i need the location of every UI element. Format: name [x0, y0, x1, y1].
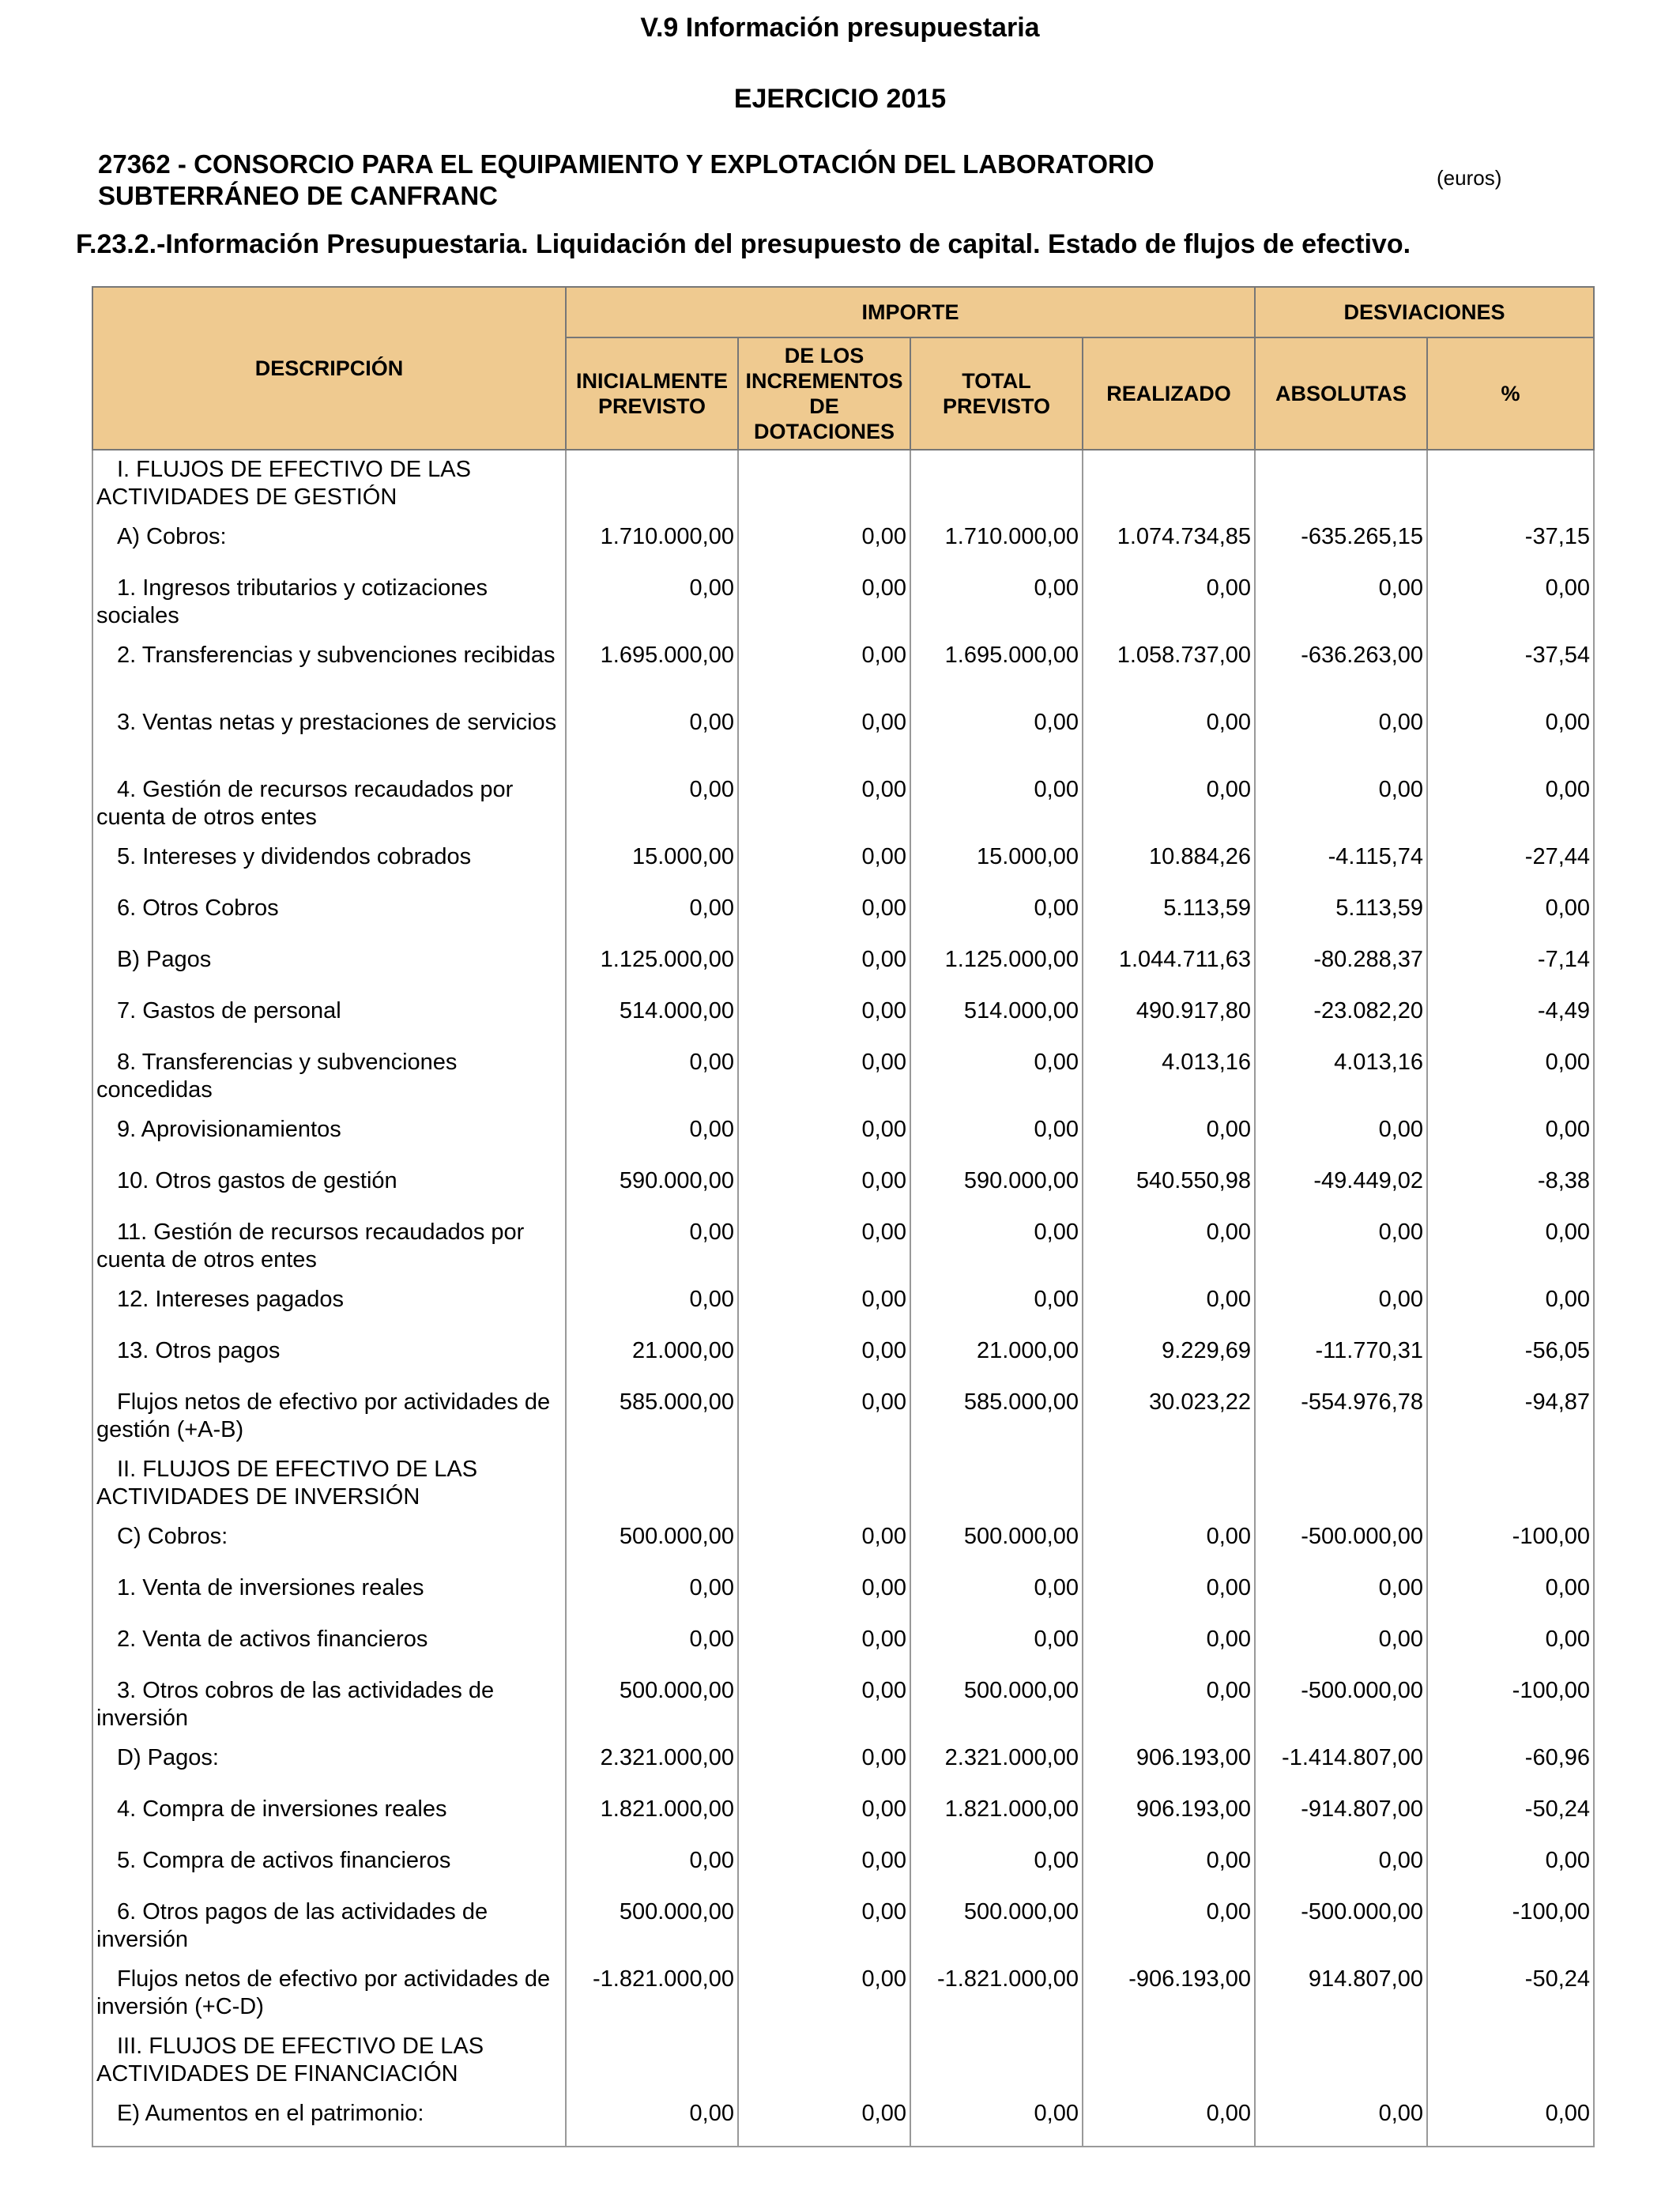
row-value [738, 450, 910, 518]
row-value: 0,00 [566, 2094, 738, 2147]
row-value: 15.000,00 [566, 838, 738, 889]
table-row [92, 1110, 1594, 1162]
row-description: D) Pagos: [92, 1739, 566, 1790]
row-value [738, 1450, 910, 1517]
row-value: 0,00 [566, 771, 738, 838]
row-value: 1.058.737,00 [1083, 636, 1255, 703]
row-value: 4.013,16 [1083, 1043, 1255, 1110]
row-value: 0,00 [1255, 1280, 1427, 1332]
table-row [92, 889, 1594, 941]
row-description: III. FLUJOS DE EFECTIVO DE LAS ACTIVIDADES DE FINANCIACIÓN [92, 2027, 566, 2094]
row-value [1255, 450, 1427, 518]
row-value: 906.193,00 [1083, 1790, 1255, 1842]
row-description: 13. Otros pagos [92, 1332, 566, 1383]
row-value: 1.710.000,00 [910, 518, 1083, 569]
row-value: 0,00 [566, 1620, 738, 1672]
row-value [738, 2027, 910, 2094]
column-header-descripcion: DESCRIPCIÓN [92, 287, 566, 450]
row-value: -60,96 [1427, 1739, 1594, 1790]
row-value: 906.193,00 [1083, 1739, 1255, 1790]
table-row [92, 1672, 1594, 1739]
row-value: 0,00 [738, 518, 910, 569]
row-value: 500.000,00 [910, 1517, 1083, 1569]
row-value: 0,00 [910, 771, 1083, 838]
organization-name: 27362 - CONSORCIO PARA EL EQUIPAMIENTO Y EXPLOTACIÓN DEL LABORATORIO SUBTERRÁNEO DE CANFRANC [98, 149, 1155, 210]
row-value: 0,00 [738, 1110, 910, 1162]
row-value: 0,00 [738, 1213, 910, 1280]
table-row [92, 1517, 1594, 1569]
row-value: 0,00 [1255, 2094, 1427, 2147]
row-value [1083, 2027, 1255, 2094]
column-header-incrementos-dotaciones: DE LOS INCREMENTOS DE DOTACIONES [738, 337, 910, 450]
row-value: 0,00 [738, 771, 910, 838]
row-value: 0,00 [738, 941, 910, 992]
row-value: 1.044.711,63 [1083, 941, 1255, 992]
row-value: 0,00 [738, 1383, 910, 1450]
table-row [92, 450, 1594, 518]
group-header-importe: IMPORTE [566, 287, 1255, 337]
row-value [1427, 2027, 1594, 2094]
row-description: 11. Gestión de recursos recaudados por cuenta de otros entes [92, 1213, 566, 1280]
row-value: 0,00 [910, 569, 1083, 636]
row-value: 0,00 [738, 636, 910, 703]
row-value: 15.000,00 [910, 838, 1083, 889]
row-value: 0,00 [1083, 1893, 1255, 1960]
row-value [1255, 1450, 1427, 1517]
table-row [92, 703, 1594, 771]
row-value: -56,05 [1427, 1332, 1594, 1383]
row-value: -80.288,37 [1255, 941, 1427, 992]
report-subtitle: F.23.2.-Información Presupuestaria. Liquidación del presupuesto de capital. Estado de flujos de efectivo. [76, 229, 1411, 259]
row-value: 0,00 [566, 1110, 738, 1162]
row-description: 8. Transferencias y subvenciones concedidas [92, 1043, 566, 1110]
table-row [92, 1213, 1594, 1280]
row-value: -100,00 [1427, 1893, 1594, 1960]
row-value: 0,00 [738, 1280, 910, 1332]
row-value [566, 1450, 738, 1517]
group-header-desviaciones: DESVIACIONES [1255, 287, 1594, 337]
row-value: -49.449,02 [1255, 1162, 1427, 1213]
row-value [910, 450, 1083, 518]
row-value: 0,00 [1255, 1569, 1427, 1620]
row-value: 590.000,00 [910, 1162, 1083, 1213]
row-value: 585.000,00 [910, 1383, 1083, 1450]
row-value: 914.807,00 [1255, 1960, 1427, 2027]
row-value: 1.821.000,00 [566, 1790, 738, 1842]
row-value: 0,00 [910, 1620, 1083, 1672]
row-value: 0,00 [1427, 1213, 1594, 1280]
row-description: II. FLUJOS DE EFECTIVO DE LAS ACTIVIDADES DE INVERSIÓN [92, 1450, 566, 1517]
row-value: -500.000,00 [1255, 1672, 1427, 1739]
row-value: -636.263,00 [1255, 636, 1427, 703]
row-value: 4.013,16 [1255, 1043, 1427, 1110]
row-value: -4.115,74 [1255, 838, 1427, 889]
row-value: 1.074.734,85 [1083, 518, 1255, 569]
row-value: 590.000,00 [566, 1162, 738, 1213]
row-value: 9.229,69 [1083, 1332, 1255, 1383]
row-value: 514.000,00 [566, 992, 738, 1043]
row-value: -635.265,15 [1255, 518, 1427, 569]
table-row [92, 636, 1594, 703]
row-description: 12. Intereses pagados [92, 1280, 566, 1332]
row-description: Flujos netos de efectivo por actividades de gestión (+A-B) [92, 1383, 566, 1450]
table-row [92, 992, 1594, 1043]
row-value: -554.976,78 [1255, 1383, 1427, 1450]
row-value: 0,00 [910, 1043, 1083, 1110]
column-header-inicialmente-previsto: INICIALMENTE PREVISTO [566, 337, 738, 450]
table-row [92, 1043, 1594, 1110]
row-value: 1.710.000,00 [566, 518, 738, 569]
row-value: 500.000,00 [910, 1893, 1083, 1960]
row-value: 0,00 [738, 1043, 910, 1110]
row-value: 500.000,00 [910, 1672, 1083, 1739]
row-value: 0,00 [910, 1569, 1083, 1620]
row-value: 1.695.000,00 [910, 636, 1083, 703]
row-value: 0,00 [738, 1517, 910, 1569]
row-value: -500.000,00 [1255, 1517, 1427, 1569]
row-value: 490.917,80 [1083, 992, 1255, 1043]
row-description: 5. Intereses y dividendos cobrados [92, 838, 566, 889]
table-row [92, 1450, 1594, 1517]
row-description: E) Aumentos en el patrimonio: [92, 2094, 566, 2147]
table-row [92, 1280, 1594, 1332]
row-value: 0,00 [910, 889, 1083, 941]
row-value: 0,00 [910, 1213, 1083, 1280]
row-value: 2.321.000,00 [910, 1739, 1083, 1790]
row-value: 0,00 [1255, 1110, 1427, 1162]
row-value: 0,00 [910, 1110, 1083, 1162]
row-value: 10.884,26 [1083, 838, 1255, 889]
row-value [1427, 450, 1594, 518]
row-value: -27,44 [1427, 838, 1594, 889]
row-value: 0,00 [1083, 1110, 1255, 1162]
column-header-absolutas: ABSOLUTAS [1255, 337, 1427, 450]
row-value: 2.321.000,00 [566, 1739, 738, 1790]
row-description: 9. Aprovisionamientos [92, 1110, 566, 1162]
row-value: -914.807,00 [1255, 1790, 1427, 1842]
row-value: 0,00 [738, 1842, 910, 1893]
table-body [92, 450, 1594, 2147]
row-value: 0,00 [1427, 703, 1594, 771]
row-value: 1.125.000,00 [566, 941, 738, 992]
row-value: -500.000,00 [1255, 1893, 1427, 1960]
table-row [92, 941, 1594, 992]
row-value: 0,00 [1255, 1213, 1427, 1280]
row-value: -4,49 [1427, 992, 1594, 1043]
row-value: 500.000,00 [566, 1893, 738, 1960]
row-value: 500.000,00 [566, 1517, 738, 1569]
fiscal-year: EJERCICIO 2015 [733, 84, 947, 114]
row-value: 0,00 [910, 1842, 1083, 1893]
row-value: 0,00 [910, 2094, 1083, 2147]
row-description: 5. Compra de activos financieros [92, 1842, 566, 1893]
row-value: 0,00 [1083, 771, 1255, 838]
row-value: 0,00 [738, 1960, 910, 2027]
row-value: 514.000,00 [910, 992, 1083, 1043]
row-value: 0,00 [1083, 1213, 1255, 1280]
row-value: 0,00 [910, 1280, 1083, 1332]
row-value: 0,00 [1083, 1280, 1255, 1332]
row-value: 21.000,00 [910, 1332, 1083, 1383]
row-value: -23.082,20 [1255, 992, 1427, 1043]
table-row [92, 1739, 1594, 1790]
row-value: 500.000,00 [566, 1672, 738, 1739]
row-value: 0,00 [738, 2094, 910, 2147]
row-value: 0,00 [1255, 771, 1427, 838]
table-row [92, 569, 1594, 636]
row-value: 0,00 [1427, 2094, 1594, 2147]
row-value: 0,00 [738, 1620, 910, 1672]
row-description: B) Pagos [92, 941, 566, 992]
currency-units: (euros) [1437, 166, 1502, 190]
row-value: -100,00 [1427, 1517, 1594, 1569]
row-description: A) Cobros: [92, 518, 566, 569]
row-value: 0,00 [1255, 1620, 1427, 1672]
row-value: 0,00 [1427, 771, 1594, 838]
row-value: -8,38 [1427, 1162, 1594, 1213]
row-value: 0,00 [910, 703, 1083, 771]
row-description: 7. Gastos de personal [92, 992, 566, 1043]
table-row [92, 1383, 1594, 1450]
row-value [566, 450, 738, 518]
row-value: 0,00 [1083, 1569, 1255, 1620]
row-value: -1.414.807,00 [1255, 1739, 1427, 1790]
row-value: 0,00 [1427, 1620, 1594, 1672]
row-value [1427, 1450, 1594, 1517]
row-value: 0,00 [738, 1672, 910, 1739]
row-value: 0,00 [738, 1739, 910, 1790]
row-value [1083, 1450, 1255, 1517]
row-value: 0,00 [1427, 1043, 1594, 1110]
row-value [910, 2027, 1083, 2094]
row-value: 1.125.000,00 [910, 941, 1083, 992]
row-value: 0,00 [566, 569, 738, 636]
row-value: 0,00 [738, 1332, 910, 1383]
table-row [92, 1162, 1594, 1213]
row-value: 585.000,00 [566, 1383, 738, 1450]
row-value: 0,00 [1427, 1842, 1594, 1893]
row-value: 0,00 [1427, 889, 1594, 941]
row-description: 2. Venta de activos financieros [92, 1620, 566, 1672]
row-value: 1.695.000,00 [566, 636, 738, 703]
row-value: 0,00 [738, 1790, 910, 1842]
row-value: 1.821.000,00 [910, 1790, 1083, 1842]
row-value [1255, 2027, 1427, 2094]
table-row [92, 1842, 1594, 1893]
row-value: 540.550,98 [1083, 1162, 1255, 1213]
row-value: -11.770,31 [1255, 1332, 1427, 1383]
page-title: V.9 Información presupuestaria [640, 13, 1040, 43]
table-row [92, 1569, 1594, 1620]
row-value: 0,00 [1427, 1110, 1594, 1162]
row-value: 0,00 [566, 889, 738, 941]
row-value: 0,00 [1083, 1672, 1255, 1739]
row-value: 0,00 [1255, 703, 1427, 771]
row-value [1083, 450, 1255, 518]
row-value: -94,87 [1427, 1383, 1594, 1450]
row-value: 0,00 [738, 838, 910, 889]
table-row [92, 771, 1594, 838]
row-value [910, 1450, 1083, 1517]
table-row [92, 1960, 1594, 2027]
table-row [92, 2094, 1594, 2147]
table-row [92, 1620, 1594, 1672]
column-header-porcentaje: % [1427, 337, 1594, 450]
row-value: 0,00 [566, 1280, 738, 1332]
table-row [92, 1790, 1594, 1842]
row-value: 0,00 [1083, 2094, 1255, 2147]
row-description: 6. Otros pagos de las actividades de inversión [92, 1893, 566, 1960]
row-value: 5.113,59 [1083, 889, 1255, 941]
column-header-realizado: REALIZADO [1083, 337, 1255, 450]
table-row [92, 1893, 1594, 1960]
row-value: 0,00 [738, 992, 910, 1043]
row-value: -906.193,00 [1083, 1960, 1255, 2027]
row-value: 0,00 [1083, 569, 1255, 636]
row-description: 1. Ingresos tributarios y cotizaciones sociales [92, 569, 566, 636]
row-value: 0,00 [1255, 569, 1427, 636]
row-value: 0,00 [1083, 703, 1255, 771]
row-value: -37,15 [1427, 518, 1594, 569]
row-value: 0,00 [738, 1569, 910, 1620]
row-description: 4. Gestión de recursos recaudados por cuenta de otros entes [92, 771, 566, 838]
row-description: 2. Transferencias y subvenciones recibidas [92, 636, 566, 703]
row-value: 0,00 [1427, 1569, 1594, 1620]
row-value: 0,00 [1083, 1517, 1255, 1569]
row-description: 4. Compra de inversiones reales [92, 1790, 566, 1842]
row-description: C) Cobros: [92, 1517, 566, 1569]
row-value: -50,24 [1427, 1960, 1594, 2027]
row-value [566, 2027, 738, 2094]
row-value: -1.821.000,00 [910, 1960, 1083, 2027]
row-value: 0,00 [738, 569, 910, 636]
cash-flow-table [92, 286, 1595, 2147]
row-description: I. FLUJOS DE EFECTIVO DE LAS ACTIVIDADES DE GESTIÓN [92, 450, 566, 518]
row-value: 0,00 [566, 703, 738, 771]
row-value: 0,00 [1255, 1842, 1427, 1893]
row-value: -37,54 [1427, 636, 1594, 703]
row-value: 0,00 [566, 1569, 738, 1620]
row-value: 5.113,59 [1255, 889, 1427, 941]
row-value: 0,00 [738, 889, 910, 941]
row-value: 0,00 [1427, 1280, 1594, 1332]
row-value: -50,24 [1427, 1790, 1594, 1842]
table-row [92, 2027, 1594, 2094]
table-row [92, 518, 1594, 569]
row-description: 10. Otros gastos de gestión [92, 1162, 566, 1213]
column-header-total-previsto: TOTAL PREVISTO [910, 337, 1083, 450]
row-description: 6. Otros Cobros [92, 889, 566, 941]
row-description: 1. Venta de inversiones reales [92, 1569, 566, 1620]
row-value: 0,00 [566, 1213, 738, 1280]
row-value: 0,00 [738, 1893, 910, 1960]
row-value: -100,00 [1427, 1672, 1594, 1739]
row-description: Flujos netos de efectivo por actividades de inversión (+C-D) [92, 1960, 566, 2027]
row-description: 3. Otros cobros de las actividades de inversión [92, 1672, 566, 1739]
row-value: 0,00 [738, 1162, 910, 1213]
row-value: 0,00 [566, 1842, 738, 1893]
row-value: 0,00 [1427, 569, 1594, 636]
row-value: 0,00 [738, 703, 910, 771]
table-row [92, 838, 1594, 889]
table-row [92, 1332, 1594, 1383]
row-value: 0,00 [1083, 1842, 1255, 1893]
row-value: 0,00 [1083, 1620, 1255, 1672]
row-value: 21.000,00 [566, 1332, 738, 1383]
row-value: -1.821.000,00 [566, 1960, 738, 2027]
row-value: -7,14 [1427, 941, 1594, 992]
row-description: 3. Ventas netas y prestaciones de servicios [92, 703, 566, 771]
row-value: 0,00 [566, 1043, 738, 1110]
row-value: 30.023,22 [1083, 1383, 1255, 1450]
